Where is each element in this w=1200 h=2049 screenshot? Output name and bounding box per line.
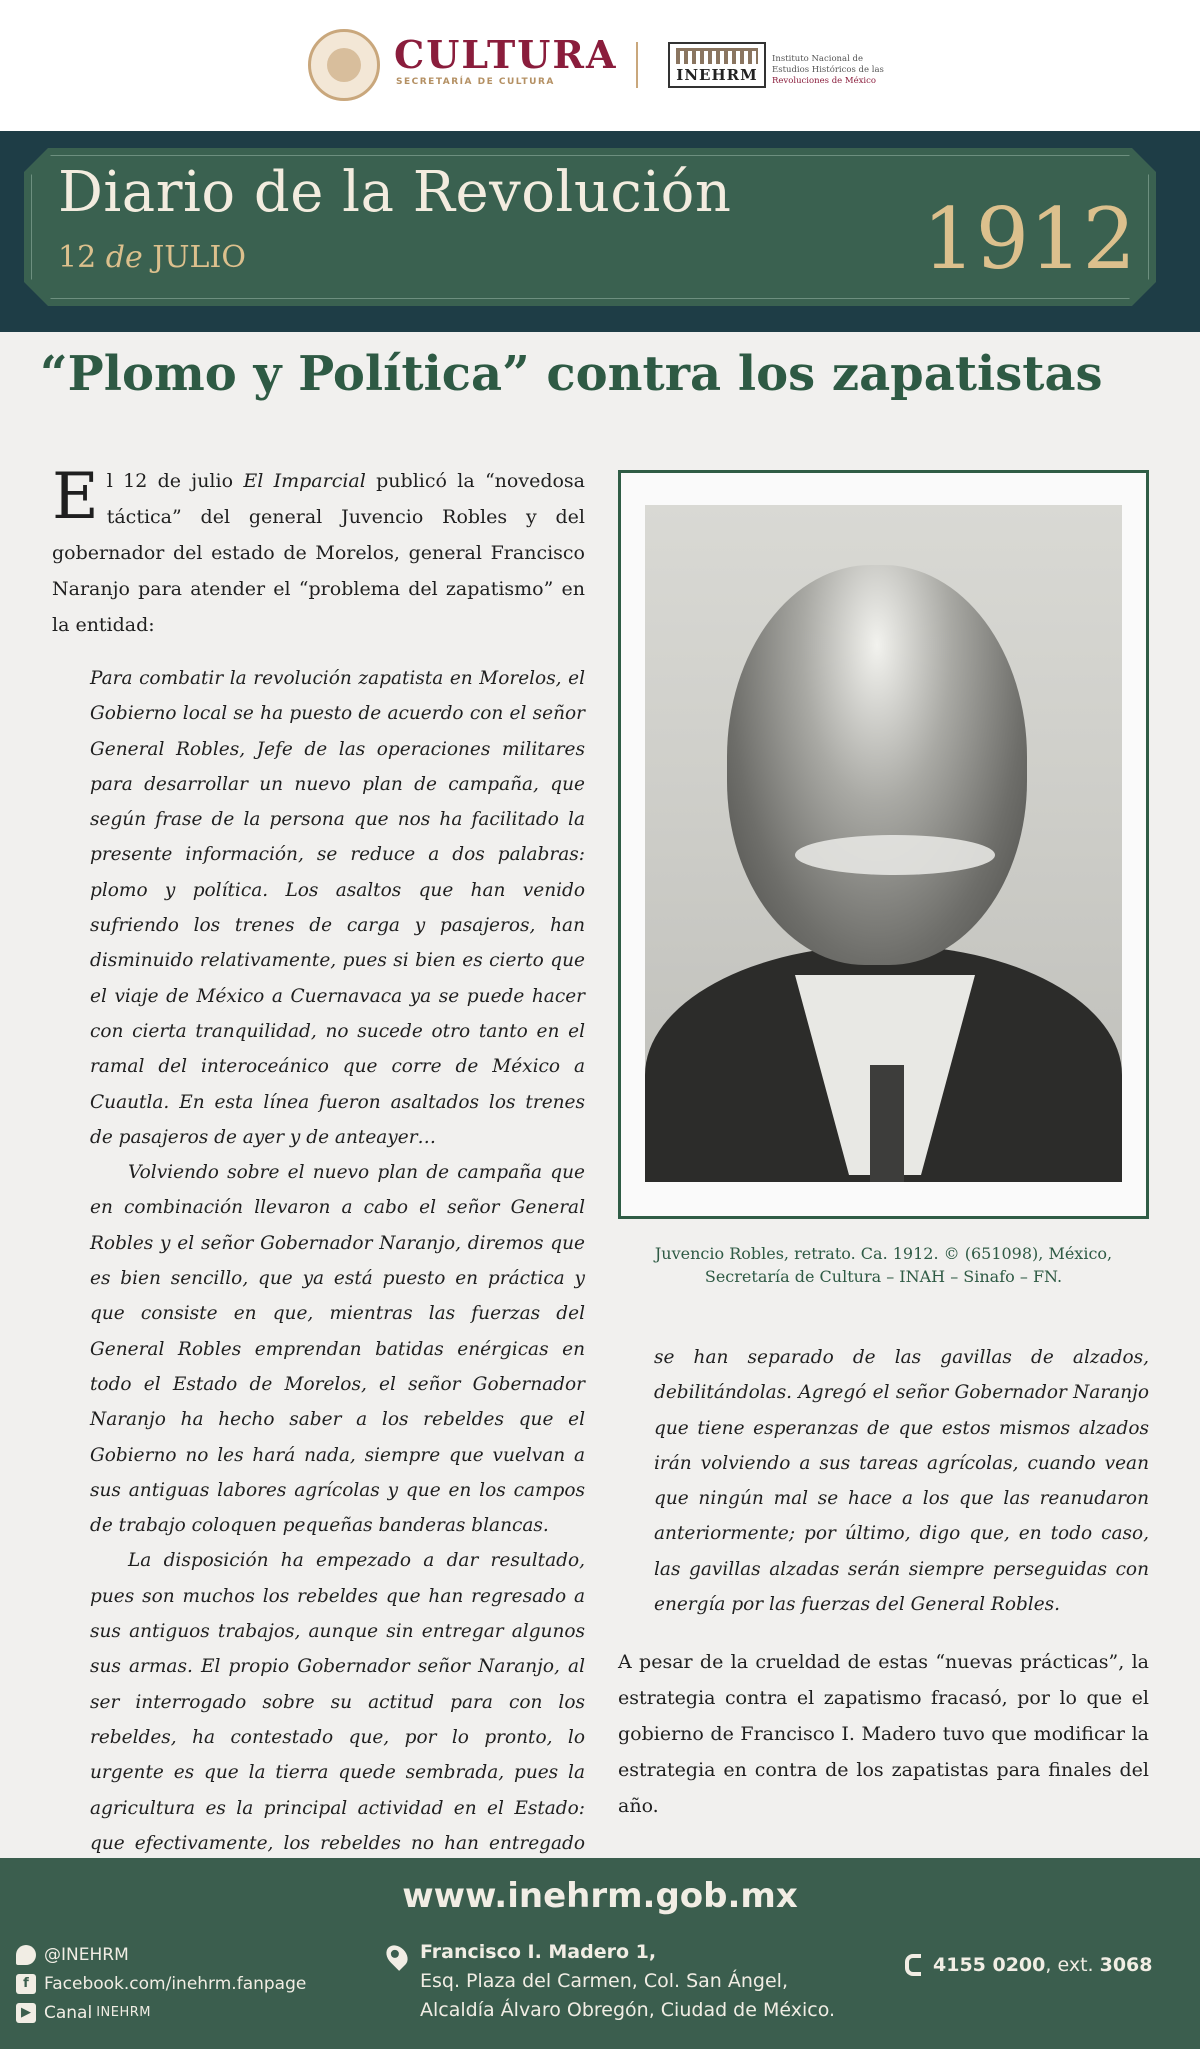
address-street: Francisco I. Madero 1 bbox=[420, 1941, 649, 1963]
address-line: Alcaldía Álvaro Obregón, Ciudad de México. bbox=[420, 1999, 836, 2021]
youtube-icon: ▶ bbox=[16, 2003, 36, 2023]
address-line bbox=[420, 1938, 868, 1967]
inehrm-logo bbox=[668, 42, 766, 88]
newspaper-name: El Imparcial bbox=[243, 470, 366, 492]
twitter-link[interactable] bbox=[16, 1940, 306, 1969]
phone-text bbox=[933, 1954, 1153, 1976]
portrait-head bbox=[727, 565, 1027, 965]
logo-divider bbox=[636, 42, 638, 88]
quote-continuation: se han separado de las gavillas de alzados, debilitándolas. Agregó el señor Gobernador Naranjo que tiene esperanzas de que estos mismos alzados irán volviendo a sus tareas agrícolas, cuando vean que ningún mal se hace a los que las reanudaron anteriormente; por último, digo que, en todo caso, las gavillas alzadas serán siempre perseguidas con energía por las fuerzas del General Robles. bbox=[654, 1347, 1149, 1616]
social-links bbox=[16, 1940, 306, 2027]
quote-paragraph: Volviendo sobre el nuevo plan de campaña que en combinación llevaron a cabo el señor General Robles y el señor Gobernador Naranjo, diremos que es bien sencillo, que ya está puesto en práctica y que consiste en que, mientras las fuerzas del General Robles emprendan batidas enérgicas en todo el Estado de Morelos, el señor Gobernador Naranjo ha hecho saber a los rebeldes que el Gobierno no les hará nada, siempre que vuelvan a sus antiguas labores agrícolas y que en los campos de trabajo coloquen pequeñas banderas blancas. bbox=[90, 1162, 585, 1537]
phone-number: 4155 0200 bbox=[933, 1954, 1046, 1976]
diario-year: 1912 bbox=[922, 190, 1136, 288]
phone-ext-label: , ext. bbox=[1045, 1954, 1100, 1976]
caption-line: Juvencio Robles, retrato. Ca. 1912. © (651098), México, bbox=[654, 1244, 1113, 1263]
building-icon bbox=[676, 48, 758, 64]
quote-paragraph: La disposición ha empezado a dar resultado, pues son muchos los rebeldes que han regresado a sus antiguos trabajos, aunque sin entregar algunos sus armas. El propio Gobernador señor Naranjo, al ser interrogado sobre su actitud para con los rebeldes, ha contestado que, por lo pronto, lo urgente es que la tierra quede sembrada, pues la agricultura es la principal actividad en el Estado: que efectivamente, los rebeldes no han entregado bbox=[90, 1550, 585, 1854]
article-closing: A pesar de la crueldad de estas “nuevas prácticas”, la estrategia contra el zapatismo fracasó, por lo que el gobierno de Francisco I. Madero tuvo que modificar la estrategia en contra de los zapatistas para finales del año. bbox=[618, 1651, 1149, 1818]
mexico-seal-icon bbox=[308, 29, 380, 101]
website-link[interactable]: www.inehrm.gob.mx bbox=[402, 1876, 798, 1916]
inehrm-description bbox=[772, 54, 902, 87]
twitter-handle: @INEHRM bbox=[44, 1944, 129, 1965]
portrait-tie bbox=[870, 1065, 904, 1182]
address-lines bbox=[420, 1938, 868, 2025]
caption-line: Secretaría de Cultura – INAH – Sinafo – FN. bbox=[704, 1267, 1063, 1286]
twitter-icon bbox=[16, 1945, 36, 1965]
inehrm-acronym: INEHRM bbox=[676, 66, 758, 84]
inehrm-line: Estudios Históricos de las bbox=[772, 65, 884, 75]
quote-paragraph: Para combatir la revolución zapatista en Morelos, el Gobierno local se ha puesto de acuerdo con el señor General Robles, Jefe de las operaciones militares para desarrollar un nuevo plan de campaña, que según frase de la persona que nos ha facilitado la presente información, se reduce a dos palabras: plomo y política. Los asaltos que han venido sufriendo los trenes de carga y pasajeros, han disminuido relativamente, pues si bien es cierto que el viaje de México a Cuernavaca ya se puede hacer con cierta tranquilidad, no sucede otro tanto en el ramal del interoceánico que corre de México a Cuautla. En esta línea fueron asaltados los trenes de pasajeros de ayer y de anteayer… bbox=[90, 668, 585, 1148]
youtube-prefix: Canal bbox=[44, 2002, 93, 2023]
phone-icon bbox=[905, 1954, 921, 1976]
inehrm-line: Instituto Nacional de bbox=[772, 54, 863, 64]
facebook-url: Facebook.com/inehrm.fanpage bbox=[44, 1973, 307, 1994]
article-headline: “Plomo y Política” contra los zapatistas bbox=[40, 346, 1103, 402]
youtube-link[interactable] bbox=[16, 1998, 306, 2027]
phone-contact[interactable] bbox=[905, 1954, 1153, 1976]
cultura-logo-title: CULTURA bbox=[394, 32, 618, 77]
portrait-frame bbox=[618, 470, 1149, 1219]
intro-text: l 12 de julio bbox=[106, 470, 244, 492]
article-right-column bbox=[618, 1340, 1149, 1824]
diario-date bbox=[58, 240, 246, 275]
date-de: de bbox=[105, 240, 143, 275]
youtube-channel: INEHRM bbox=[96, 2005, 151, 2020]
cultura-logo-subtitle: SECRETARÍA DE CULTURA bbox=[396, 77, 555, 87]
portrait-mustache bbox=[795, 835, 995, 875]
diario-title: Diario de la Revolución bbox=[58, 160, 732, 225]
drop-cap: E bbox=[52, 460, 99, 534]
phone-ext: 3068 bbox=[1099, 1954, 1153, 1976]
address-comma: , bbox=[648, 1941, 657, 1963]
facebook-icon: f bbox=[16, 1974, 36, 1994]
address-block bbox=[388, 1938, 868, 2025]
article-quote bbox=[90, 661, 585, 1932]
intro-text: publicó la “novedosa táctica” del general Juvencio Robles y del gobernador del estado de Morelos, general Francisco Naranjo para atender el “problema del zapatismo” en la entidad: bbox=[52, 470, 586, 636]
address-line: Esq. Plaza del Carmen, Col. San Ángel, bbox=[420, 1970, 788, 1992]
facebook-link[interactable] bbox=[16, 1969, 306, 1998]
article-intro bbox=[52, 460, 586, 643]
article-left-column bbox=[52, 460, 586, 1932]
inehrm-line: Revoluciones de México bbox=[772, 76, 877, 86]
juvencio-robles-portrait bbox=[645, 505, 1122, 1182]
photo-caption bbox=[618, 1242, 1149, 1288]
date-month: JULIO bbox=[152, 240, 246, 275]
date-day: 12 bbox=[58, 240, 97, 275]
